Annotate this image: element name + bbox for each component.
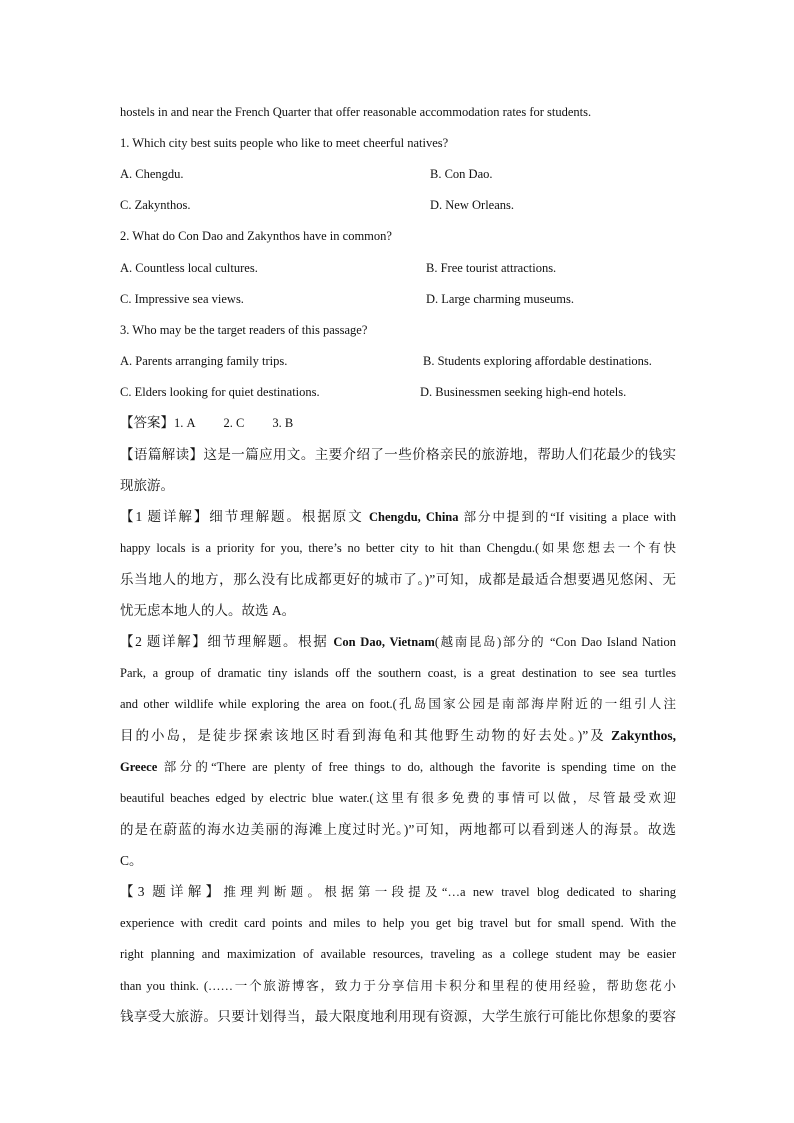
explanation-3-line-4: than you think. (……一个旅游博客，致力于分享信用卡积分和里程的使用经验，帮助您花小 [120,979,676,993]
q3-option-d: D. Businessmen seeking high-end hotels. [420,385,627,399]
overview-line-2: 现旅游。 [120,478,174,493]
explanation-2-line-8: C。 [120,853,143,868]
q3-option-b: B. Students exploring affordable destinations. [423,354,652,368]
explanation-3-line-1: 【3 题详解】推理判断题。根据第一段提及“…a new travel blog dedicated to sharing [120,884,676,899]
explanation-2-label: 【2 题详解】 [120,634,208,649]
explanation-1-line-4: 忧无虑本地人的人。故选 A。 [120,603,296,618]
explanation-2-line-6: beautiful beaches edged by electric blue water.(这里有很多免费的事情可以做，尽管最受欢迎 [120,791,676,805]
explanation-2-line-1: 【2 题详解】细节理解题。根据 Con Dao, Vietnam(越南昆岛)部分的 “Con Dao Island Nation [120,634,677,649]
question-1-stem: 1. Which city best suits people who like to meet cheerful natives? [120,136,449,150]
explanation-2-line-3: and other wildlife while exploring the area on foot.(孔岛国家公园是南部海岸附近的一组引人注 [120,697,676,711]
explanation-2-line-2: Park, a group of dramatic tiny islands off the southern coast, is a great destination to see sea turtles [120,666,676,680]
q2-option-d: D. Large charming museums. [426,292,574,306]
explanation-3-line-2: experience with credit card points and miles to help you get big travel but for small spend. With the [120,916,676,930]
q2-option-a: A. Countless local cultures. [120,261,258,275]
q1-option-c: C. Zakynthos. [120,198,191,212]
answer-label: 【答案】 [120,415,174,430]
explanation-3-line-3: right planning and maximization of available resources, traveling as a college student may be easier [120,947,676,961]
explanation-2-line-5: Greece 部分的“There are plenty of free things to do, although the favorite is spending time on the [120,760,676,774]
explanation-1-line-1: 【1 题详解】细节理解题。根据原文 Chengdu, China 部分中提到的“If visiting a place with [120,509,676,524]
explanation-1-line-3: 乐当地人的地方，那么没有比成都更好的城市了。)”可知，成都是最适合想要遇见悠闲、无 [120,572,676,587]
question-2-stem: 2. What do Con Dao and Zakynthos have in common? [120,229,392,243]
explanation-3-label: 【3 题详解】 [120,884,224,899]
q1-option-a: A. Chengdu. [120,167,184,181]
explanation-1-line-2: happy locals is a priority for you, there’s no better city to hit than Chengdu.(如果您想去一个有快 [120,541,676,555]
explanation-2-line-7: 的是在蔚蓝的海水边美丽的海滩上度过时光。)”可知，两地都可以看到迷人的海景。故选 [120,822,676,837]
overview-line-1: 【语篇解读】这是一篇应用文。主要介绍了一些价格亲民的旅游地，帮助人们花最少的钱实 [120,447,677,462]
q2-option-b: B. Free tourist attractions. [426,261,557,275]
passage-tail: hostels in and near the French Quarter that offer reasonable accommodation rates for students. [120,105,592,119]
q3-option-a: A. Parents arranging family trips. [120,354,288,368]
overview-label: 【语篇解读】 [120,447,204,462]
answer-2: 2. C [223,416,245,430]
q1-option-b: B. Con Dao. [430,167,493,181]
answer-line [120,415,293,431]
q1-option-d: D. New Orleans. [430,198,515,212]
explanation-1-label: 【1 题详解】 [120,509,210,524]
answer-1: 1. A [174,416,196,430]
q3-option-c: C. Elders looking for quiet destinations. [120,385,320,399]
answer-3: 3. B [272,416,294,430]
explanation-3-line-5: 钱享受大旅游。只要计划得当，最大限度地利用现有资源，大学生旅行可能比你想象的要容 [120,1009,676,1024]
explanation-2-line-4: 目的小岛，是徒步探索该地区时看到海龟和其他野生动物的好去处。)”及 Zakynthos, [120,728,676,743]
question-3-stem: 3. Who may be the target readers of this passage? [120,323,368,337]
q2-option-c: C. Impressive sea views. [120,292,244,306]
